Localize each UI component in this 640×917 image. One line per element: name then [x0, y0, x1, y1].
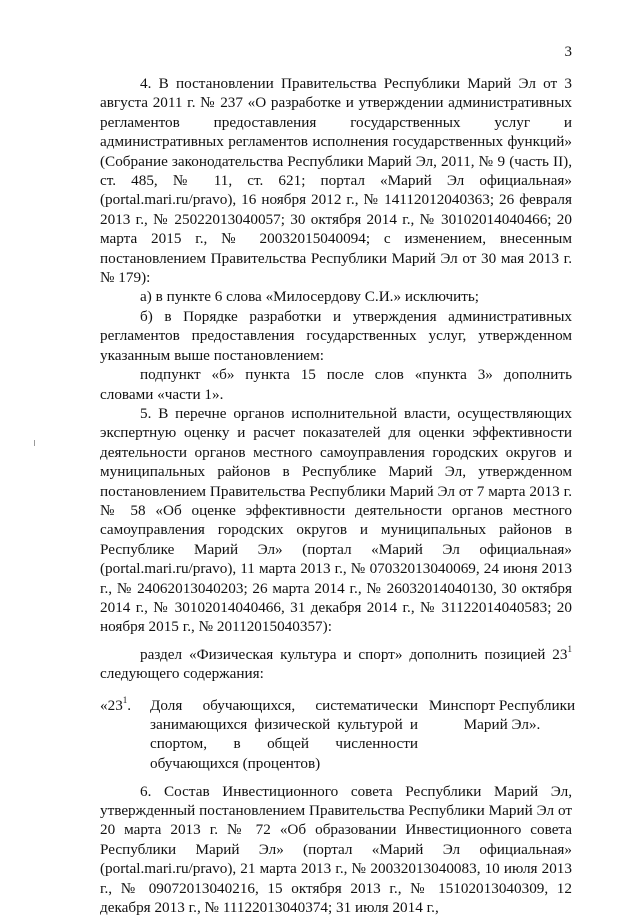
paragraph-5-intro	[100, 645, 572, 684]
paragraph-4a: а) в пункте 6 слова «Милосердову С.И.» исключить;	[140, 288, 480, 306]
paragraph-6: 6. Состав Инвестиционного совета Республики Марий Эл, утвержденный постановлением Правительства Республики Марий Эл от 20 марта 2013 г. № 72 «Об образовании Инвестиционного совета Республики Марий Эл» (портал «Марий Эл официальная» (portal.mari.ru/pravo), 21 марта 2013 г., № 20032013040083, 10 июля 2013 г., № 09072013040216, 15 октября 2013 г., № 15102013040309, 12 декабря 2013 г., № 11122013040374; 31 июля 2014 г.,	[100, 782, 572, 917]
entry-number: «$23^1$.	[100, 694, 132, 714]
paragraph-4b-sub: подпункт «б» пункта 15 после слов «пункта 3» дополнить словами «части 1».	[100, 366, 572, 403]
entry-number-superscript: 1	[122, 694, 128, 705]
paragraph-4b: б) в Порядке разработки и утверждения административных регламентов предоставления государственных услуг, утвержденном указанным выше постановлением:	[100, 307, 572, 364]
paragraph-4: 4. В постановлении Правительства Республики Марий Эл от 3 августа 2011 г. № 237 «О разработке и утверждении административных регламентов предоставления государственных услуг и административных регламентов исполнения государственных функций» (Собрание законодательства Республики Марий Эл, 2011, № 9 (часть II), ст. 485, № 11, ст. 621; портал «Марий Эл официальная» (portal.mari.ru/pravo), 16 ноября 2012 г., № 14112012040363; 26 февраля 2013 г., № 25022013040057; 30 октября 2014 г., № 30102014040466; 20 марта 2015 г., № 20032015040094; с изменением, внесенным постановлением Правительства Республики Марий Эл от 30 мая 2013 г. № 179):	[100, 75, 572, 287]
intro-text: раздел «Физическая культура и спорт» дополнить позицией 23	[140, 645, 568, 663]
paragraph-5: 5. В перечне органов исполнительной власти, осуществляющих экспертную оценку и расчет показателей для оценки эффективности деятельности органов местного самоуправления городских округов и муниципальных районов в Республике Марий Эл, утвержденном постановлением Правительства Республики Марий Эл от 7 марта 2013 г. № 58 «Об оценке эффективности деятельности органов местного самоуправления городских округов и муниципальных районов в Республике Марий Эл» (портал «Марий Эл официальная» (portal.mari.ru/pravo), 11 марта 2013 г., № 07032013040069, 24 июня 2013 г., № 24062013040203; 26 марта 2014 г., № 26032014040130, 30 октября 2014 г., № 30102014040466, 31 декабря 2014 г., № 31122014040583; 20 ноября 2015 г., № 20112015040357):	[100, 404, 572, 636]
entry-organization: Минспорт Республики Марий Эл».	[428, 696, 576, 733]
list-entry-23-1	[100, 694, 576, 772]
page-number: 3	[564, 44, 572, 60]
intro-tail: следующего содержания:	[100, 665, 264, 683]
intro-superscript: 1	[567, 643, 572, 654]
document-body	[100, 74, 576, 917]
entry-description: Доля обучающихся, систематически занимающихся физической культурой и спортом, в общей численности обучающихся (процентов)	[150, 696, 418, 772]
margin-mark	[34, 440, 35, 446]
